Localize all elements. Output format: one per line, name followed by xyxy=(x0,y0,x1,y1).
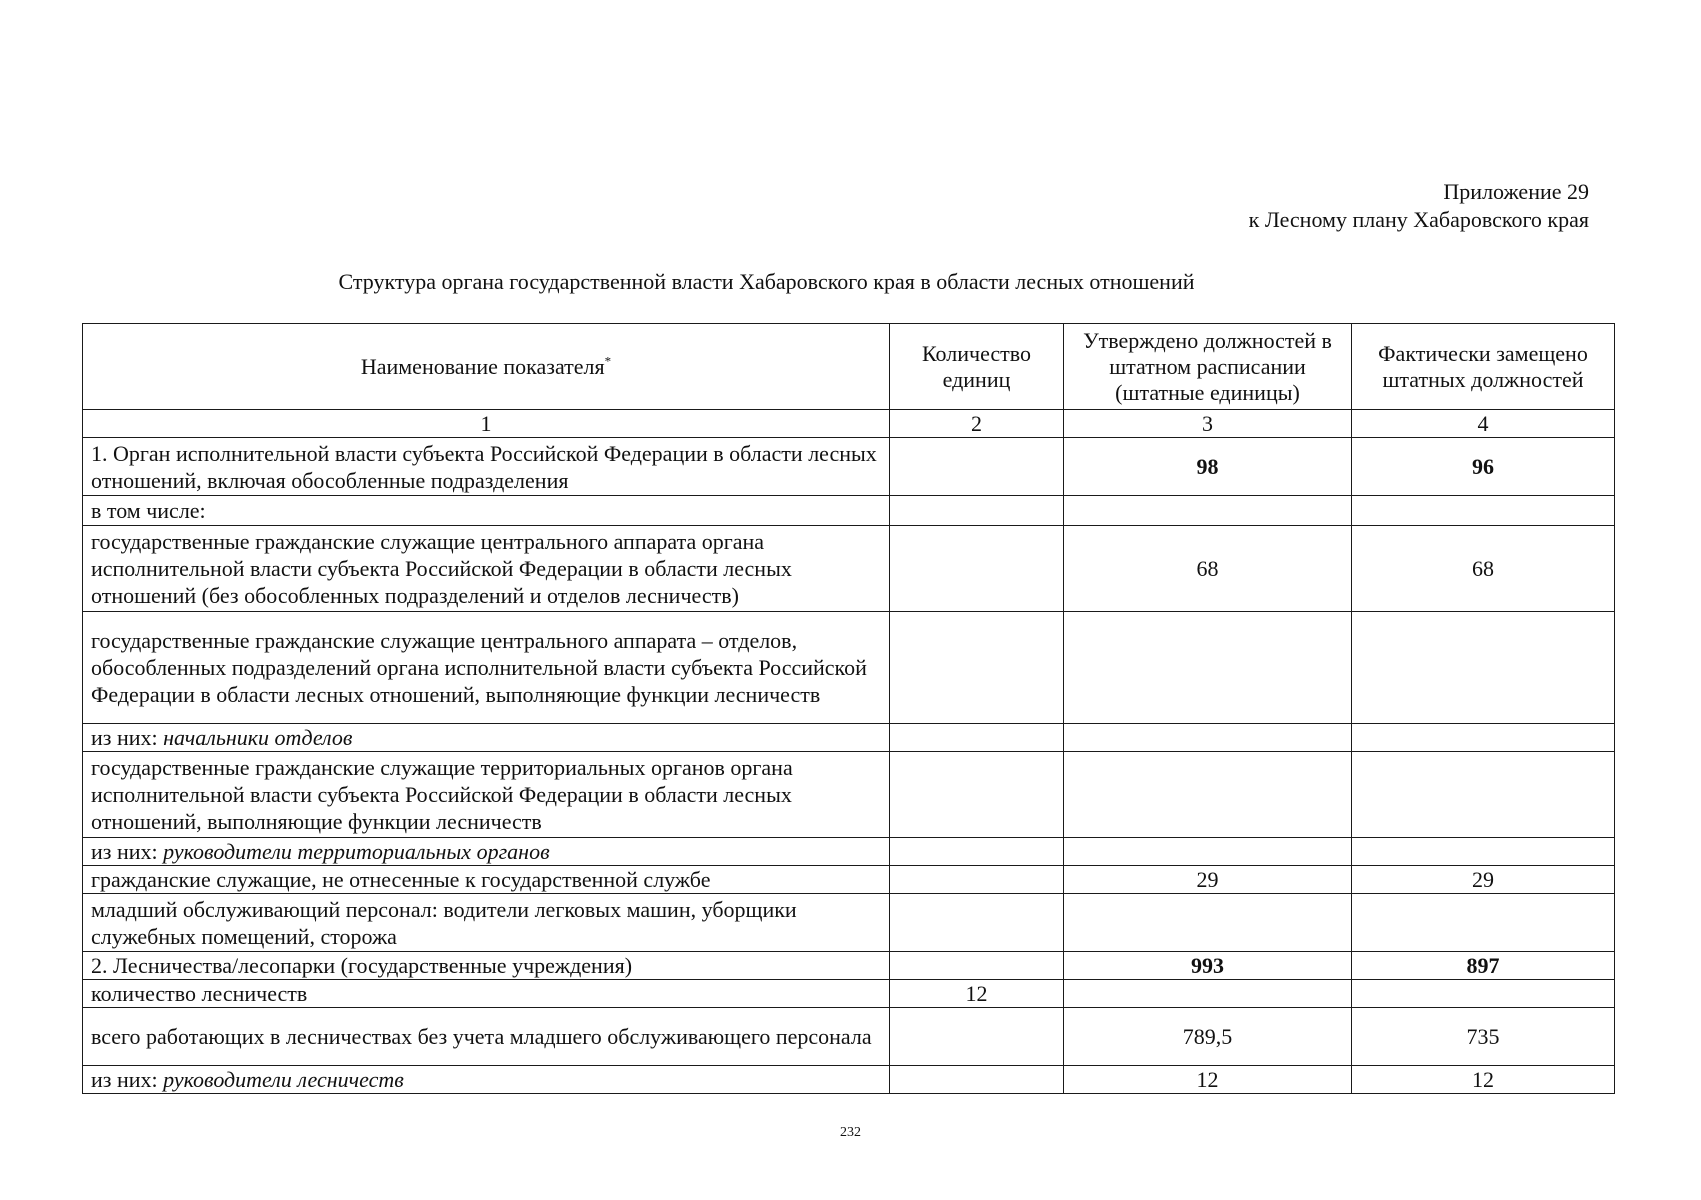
structure-table xyxy=(82,323,1615,1094)
table-row xyxy=(83,438,1615,496)
column-number-row xyxy=(83,410,1615,438)
row-approved: 98 xyxy=(1064,438,1352,496)
header-row xyxy=(83,324,1615,410)
row-actual: 735 xyxy=(1352,1008,1615,1066)
document-title-text: Структура органа государственной власти Хабаровского края в области лесных отношений xyxy=(338,269,1195,294)
table-row xyxy=(83,894,1615,952)
row-units xyxy=(890,1066,1064,1094)
row-units xyxy=(890,438,1064,496)
row-approved xyxy=(1064,980,1352,1008)
row-name xyxy=(83,1066,890,1094)
row-name: 2. Лесничества/лесопарки (государственные учреждения) xyxy=(83,952,890,980)
row-units xyxy=(890,496,1064,526)
row-approved xyxy=(1064,612,1352,724)
row-name xyxy=(83,838,890,866)
row-approved xyxy=(1064,724,1352,752)
appendix-number: Приложение 29 xyxy=(1443,179,1589,204)
page-number-text: 232 xyxy=(840,1125,861,1140)
footnote-mark: * xyxy=(604,353,612,369)
row-units xyxy=(890,612,1064,724)
row-approved: 789,5 xyxy=(1064,1008,1352,1066)
row-name-prefix: из них: xyxy=(91,839,164,864)
row-actual: 897 xyxy=(1352,952,1615,980)
row-actual: 12 xyxy=(1352,1066,1615,1094)
row-units xyxy=(890,866,1064,894)
row-name-italic: начальники отделов xyxy=(163,725,353,750)
header-indicator-name-text: Наименование показателя xyxy=(360,353,605,379)
row-name-italic: руководители территориальных органов xyxy=(163,839,550,864)
row-name: 1. Орган исполнительной власти субъекта Российской Федерации в области лесных отношений, включая обособленные подразделения xyxy=(83,438,890,496)
row-approved xyxy=(1064,752,1352,838)
page-number xyxy=(0,1125,1701,1141)
header-approved-positions: Утверждено должностей в штатном расписании (штатные единицы) xyxy=(1064,324,1352,410)
table-row xyxy=(83,952,1615,980)
row-name-italic: руководители лесничеств xyxy=(163,1067,404,1092)
header-filled-positions: Фактически замещено штатных должностей xyxy=(1352,324,1615,410)
column-number: 3 xyxy=(1064,410,1352,438)
row-approved: 993 xyxy=(1064,952,1352,980)
row-approved: 12 xyxy=(1064,1066,1352,1094)
table-row xyxy=(83,838,1615,866)
row-name: государственные гражданские служащие территориальных органов органа исполнительной власти субъекта Российской Федерации в области лесных отношений, выполняющие функции лесничеств xyxy=(83,752,890,838)
column-number: 4 xyxy=(1352,410,1615,438)
header-indicator-name xyxy=(83,324,890,410)
table-row xyxy=(83,980,1615,1008)
header-unit-count: Количество единиц xyxy=(890,324,1064,410)
row-approved: 29 xyxy=(1064,866,1352,894)
document-title xyxy=(0,268,1701,296)
row-units xyxy=(890,838,1064,866)
row-approved: 68 xyxy=(1064,526,1352,612)
row-units xyxy=(890,724,1064,752)
row-name: количество лесничеств xyxy=(83,980,890,1008)
table-row xyxy=(83,612,1615,724)
table-row xyxy=(83,1066,1615,1094)
table-row xyxy=(83,1008,1615,1066)
row-name-prefix: из них: xyxy=(91,725,164,750)
row-approved xyxy=(1064,838,1352,866)
row-units xyxy=(890,752,1064,838)
row-units: 12 xyxy=(890,980,1064,1008)
row-actual xyxy=(1352,752,1615,838)
row-actual xyxy=(1352,894,1615,952)
row-name: в том числе: xyxy=(83,496,890,526)
row-actual xyxy=(1352,612,1615,724)
row-name: государственные гражданские служащие центрального аппарата органа исполнительной власти субъекта Российской Федерации в области лесных отношений (без обособленных подразделений и отделов лесничеств) xyxy=(83,526,890,612)
row-approved xyxy=(1064,894,1352,952)
row-units xyxy=(890,1008,1064,1066)
table-row xyxy=(83,752,1615,838)
row-name: младший обслуживающий персонал: водители легковых машин, уборщики служебных помещений, сторожа xyxy=(83,894,890,952)
row-actual xyxy=(1352,496,1615,526)
table-row xyxy=(83,866,1615,894)
row-units xyxy=(890,894,1064,952)
row-actual: 96 xyxy=(1352,438,1615,496)
row-approved xyxy=(1064,496,1352,526)
row-name-prefix: из них: xyxy=(91,1067,164,1092)
row-units xyxy=(890,952,1064,980)
row-name: всего работающих в лесничествах без учета младшего обслуживающего персонала xyxy=(83,1008,890,1066)
table-row xyxy=(83,526,1615,612)
row-actual: 29 xyxy=(1352,866,1615,894)
column-number: 2 xyxy=(890,410,1064,438)
column-number: 1 xyxy=(83,410,890,438)
row-name: гражданские служащие, не отнесенные к государственной службе xyxy=(83,866,890,894)
row-actual xyxy=(1352,724,1615,752)
row-name xyxy=(83,724,890,752)
row-actual xyxy=(1352,980,1615,1008)
row-name: государственные гражданские служащие центрального аппарата – отделов, обособленных подразделений органа исполнительной власти субъекта Российской Федерации в области лесных отношений, выполняющие функции лесничеств xyxy=(83,612,890,724)
appendix-note xyxy=(1249,178,1589,234)
appendix-reference: к Лесному плану Хабаровского края xyxy=(1248,207,1589,232)
row-actual xyxy=(1352,838,1615,866)
table-row xyxy=(83,496,1615,526)
row-actual: 68 xyxy=(1352,526,1615,612)
row-units xyxy=(890,526,1064,612)
table-row xyxy=(83,724,1615,752)
